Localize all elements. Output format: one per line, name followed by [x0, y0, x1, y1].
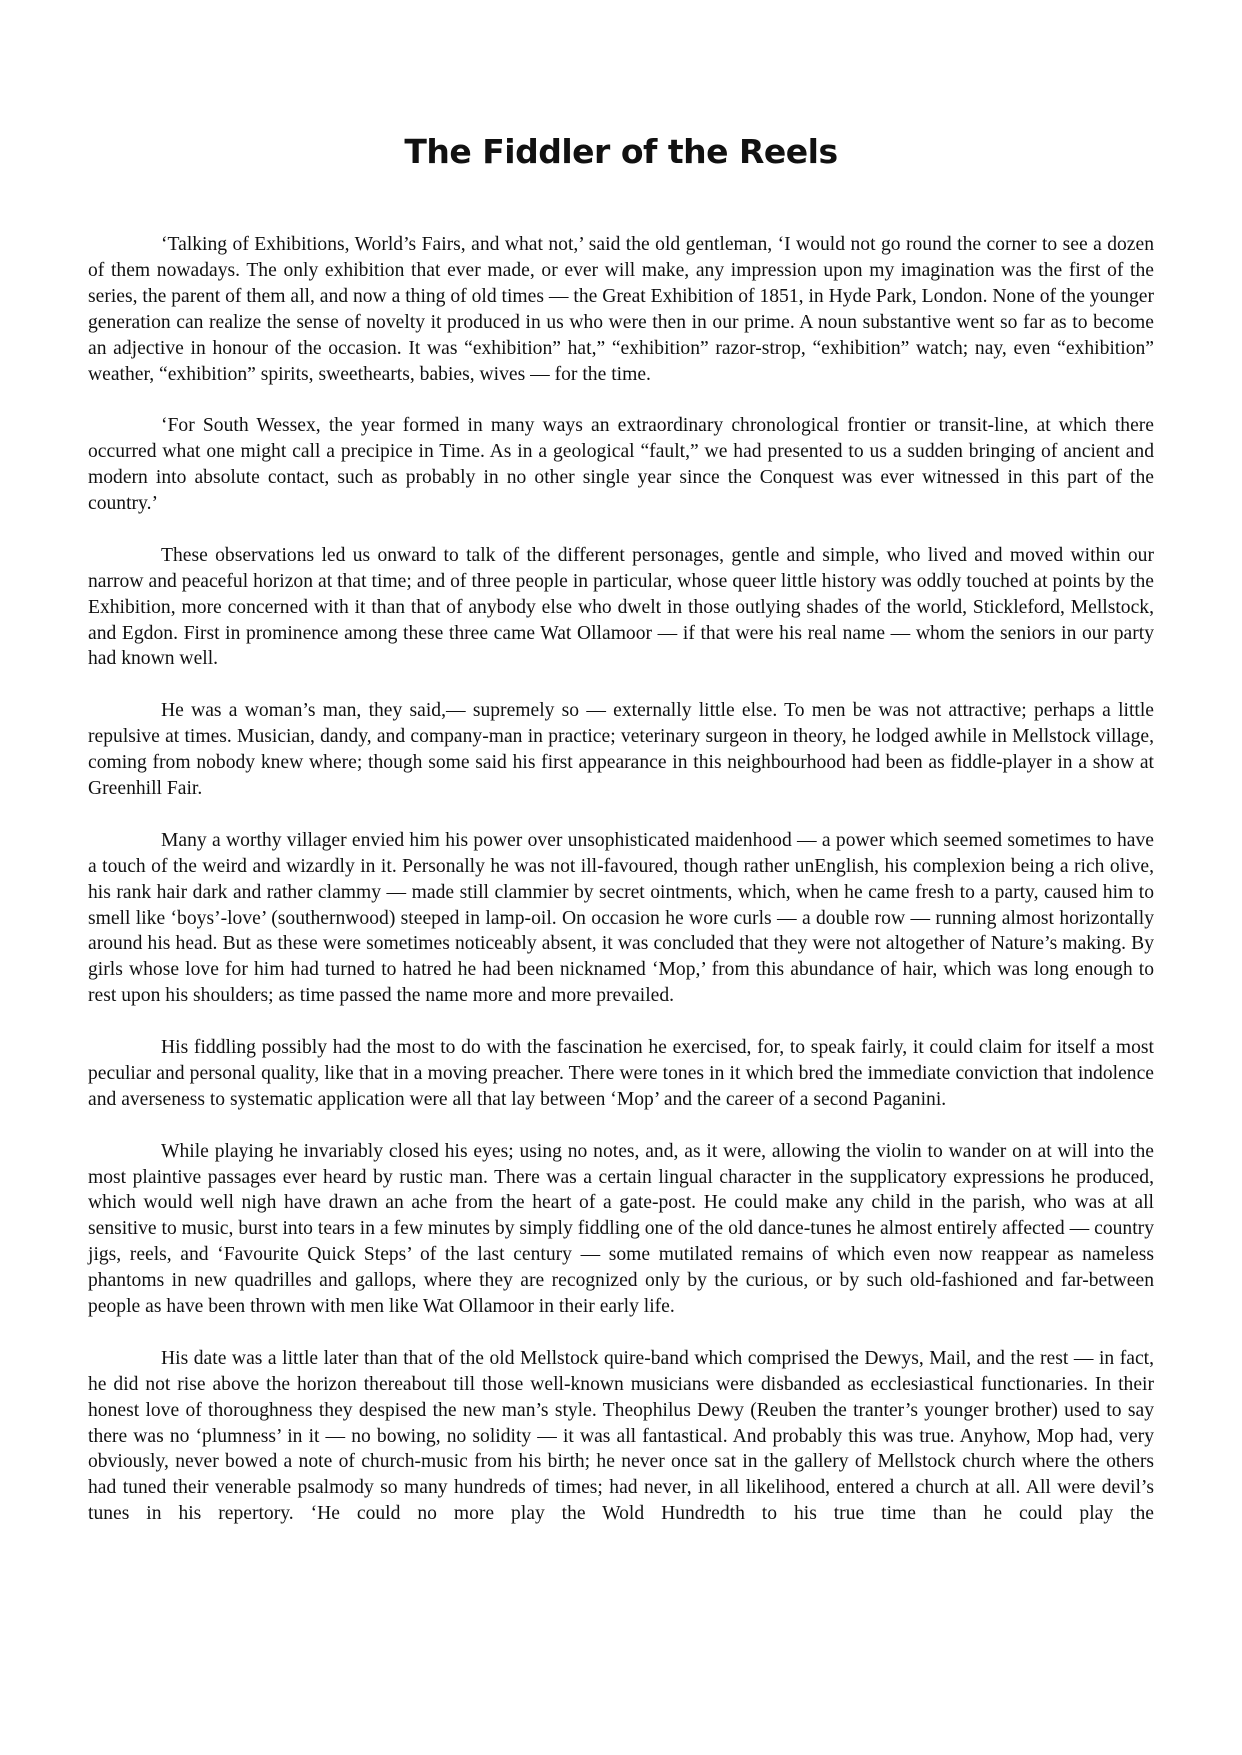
- paragraph-3: These observations led us onward to talk of the different personages, gentle and simple, who lived and moved within our narrow and peaceful horizon at that time; and of three people in particular, whose queer little history was oddly touched at points by the Exhibition, more concerned with it than that of anybody else who dwelt in those outlying shades of the world, Stickleford, Mellstock, and Egdon. First in prominence among these three came Wat Ollamoor — if that were his real name — whom the seniors in our party had known well.: [88, 544, 1154, 670]
- paragraph-1: ‘Talking of Exhibitions, World’s Fairs, and what not,’ said the old gentleman, ‘I would not go round the corner to see a dozen of them nowadays. The only exhibition that ever made, or ever will make, any impression upon my imagination was the first of the series, the parent of them all, and now a thing of old times — the Great Exhibition of 1851, in Hyde Park, London. None of the younger generation can realize the sense of novelty it produced in us who were then in our prime. A noun substantive went so far as to become an adjective in honour of the occasion. It was “exhibition” hat,” “exhibition” razor-strop, “exhibition” watch; nay, even “exhibition” weather, “exhibition” spirits, sweethearts, babies, wives — for the time.: [88, 234, 1154, 385]
- paragraph-8: His date was a little later than that of the old Mellstock quire-band which comprised the Dewys, Mail, and the rest — in fact, he did not rise above the horizon thereabout till those well-known musicians were disbanded as ecclesiastical functionaries. In their honest love of thoroughness they despised the new man’s style. Theophilus Dewy (Reuben the tranter’s younger brother) used to say there was no ‘plumness’ in it — no bowing, no solidity — it was all fantastical. And probably this was true. Anyhow, Mop had, very obviously, never bowed a note of church-music from his birth; he never once sat in the gallery of Mellstock church where the others had tuned their venerable psalmody so many hundreds of times; had never, in all likelihood, entered a church at all. All were devil’s tunes in his repertory. ‘He could no more play the Wold Hundredth to his true time than he could play the: [88, 1347, 1154, 1525]
- paragraph-4: He was a woman’s man, they said,— supremely so — externally little else. To men be was not attractive; perhaps a little repulsive at times. Musician, dandy, and company-man in practice; veterinary surgeon in theory, he lodged awhile in Mellstock village, coming from nobody knew where; though some said his first appearance in this neighbourhood had been as fiddle-player in a show at Greenhill Fair.: [88, 700, 1154, 799]
- paragraph-5: Many a worthy villager envied him his power over unsophisticated maidenhood — a power which seemed sometimes to have a touch of the weird and wizardly in it. Personally he was not ill-favoured, though rather unEnglish, his complexion being a rich olive, his rank hair dark and rather clammy — made still clammier by secret ointments, which, when he came fresh to a party, caused him to smell like ‘boys’-love’ (southernwood) steeped in lamp-oil. On occasion he wore curls — a double row — running almost horizontally around his head. But as these were sometimes noticeably absent, it was concluded that they were not altogether of Nature’s making. By girls whose love for him had turned to hatred he had been nicknamed ‘Mop,’ from this abundance of hair, which was long enough to rest upon his shoulders; as time passed the name more and more prevailed.: [88, 829, 1154, 1007]
- paragraph-6: His fiddling possibly had the most to do with the fascination he exercised, for, to speak fairly, it could claim for itself a most peculiar and personal quality, like that in a moving preacher. There were tones in it which bred the immediate conviction that indolence and averseness to systematic application were all that lay between ‘Mop’ and the career of a second Paganini.: [88, 1037, 1154, 1110]
- story-body: [88, 232, 1154, 1527]
- paragraph-2: ‘For South Wessex, the year formed in many ways an extraordinary chronological frontier or transit-line, at which there occurred what one might call a precipice in Time. As in a geological “fault,” we had presented to us a sudden bringing of ancient and modern into absolute contact, such as probably in no other single year since the Conquest was ever witnessed in this part of the country.’: [88, 415, 1154, 515]
- paragraph-7: While playing he invariably closed his eyes; using no notes, and, as it were, allowing the violin to wander on at will into the most plaintive passages ever heard by rustic man. There was a certain lingual character in the supplicatory expressions he produced, which would well nigh have drawn an ache from the heart of a gate-post. He could make any child in the parish, who was at all sensitive to music, burst into tears in a few minutes by simply fiddling one of the old dance-tunes he almost entirely affected — country jigs, reels, and ‘Favourite Quick Steps’ of the last century — some mutilated remains of which even now reappear as nameless phantoms in new quadrilles and gallops, where they are recognized only by the curious, or by such old-fashioned and far-between people as have been thrown with men like Wat Ollamoor in their early life.: [88, 1140, 1154, 1318]
- page-title: The Fiddler of the Reels: [404, 132, 838, 171]
